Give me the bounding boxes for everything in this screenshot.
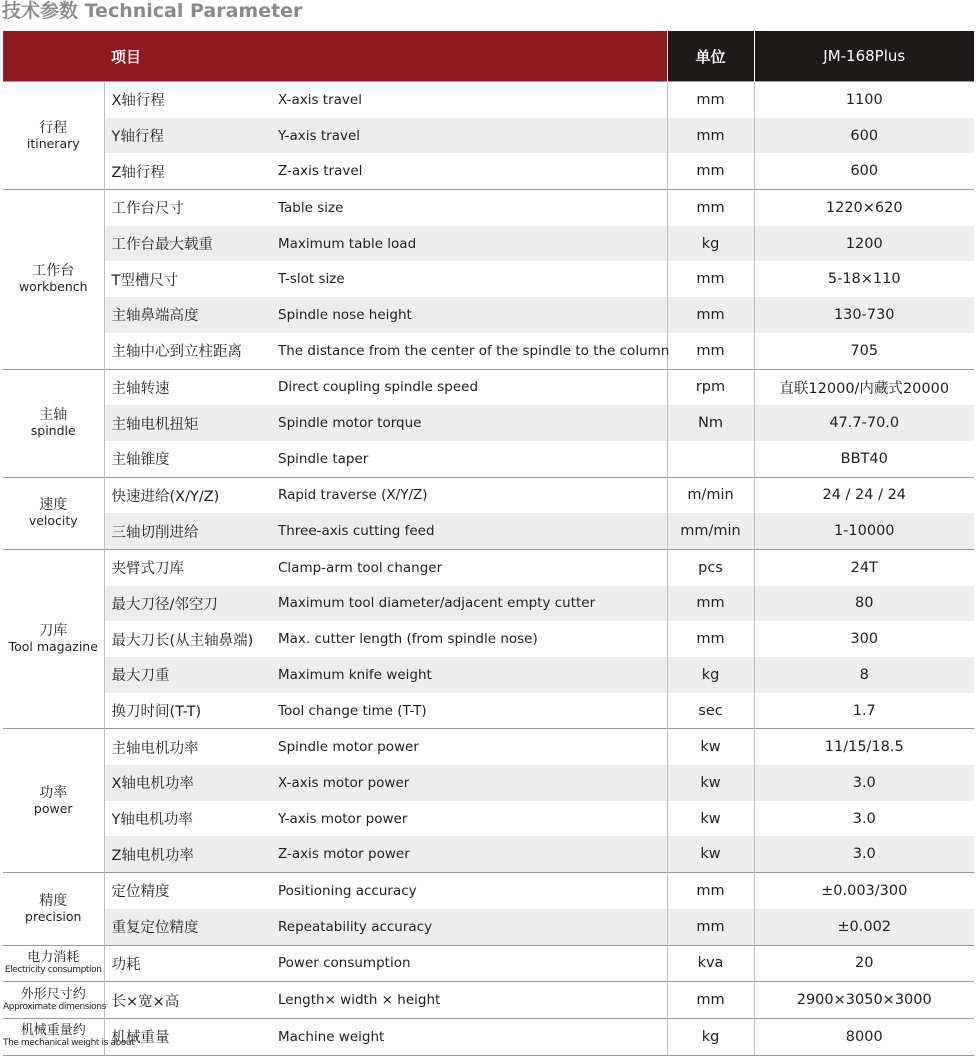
- value-cell: 1.7: [754, 693, 974, 729]
- value-cell: 80: [754, 586, 974, 622]
- group-label-en: The mechanical weight is about: [3, 1038, 135, 1049]
- table-row: [3, 153, 974, 189]
- item-name-cn: Z轴行程: [111, 164, 165, 181]
- item-name-en: Rapid traverse (X/Y/Z): [278, 477, 667, 513]
- item-name-en: Power consumption: [278, 945, 667, 982]
- unit-cell: mm: [667, 873, 754, 909]
- item-name-en: Spindle motor power: [278, 729, 667, 765]
- item-name-cn: 主轴中心到立柱距离: [111, 344, 242, 361]
- group-label-en: Approximate dimensions: [3, 1001, 106, 1012]
- table-row: [3, 586, 974, 622]
- item-name-en: Z-axis travel: [278, 163, 363, 180]
- table-row: [3, 82, 974, 118]
- item-name-en: Y-axis motor power: [278, 810, 408, 827]
- item-name-en: Maximum table load: [278, 226, 667, 262]
- spec-body: [3, 82, 974, 1056]
- item-name-en: Machine weight: [278, 1018, 667, 1055]
- header-model: JM-168Plus: [754, 31, 974, 82]
- item-name-cn: X轴电机功率: [104, 765, 278, 801]
- value-cell: 47.7-70.0: [754, 405, 974, 441]
- group-label-en: power: [33, 800, 73, 816]
- unit-cell: mm: [667, 982, 754, 1019]
- value-cell: 3.0: [754, 801, 974, 837]
- group-label-en: velocity: [28, 513, 78, 529]
- group-label: [3, 477, 104, 549]
- item-name-cn: Z轴电机功率: [104, 836, 278, 872]
- value-cell: 705: [754, 333, 974, 369]
- group-label-en: spindle: [30, 423, 76, 439]
- table-row: [3, 513, 974, 549]
- unit-cell: mm: [667, 261, 754, 297]
- group-label-zh: 刀库: [39, 623, 68, 640]
- value-cell: 11/15/18.5: [754, 729, 974, 765]
- table-row: [3, 693, 974, 729]
- table-row: [3, 190, 974, 226]
- unit-cell: mm: [667, 82, 754, 118]
- item-name-en: Direct coupling spindle speed: [278, 369, 667, 405]
- item-name-cn: 最大刀重: [104, 657, 278, 693]
- table-header: [3, 31, 974, 82]
- unit-cell: [667, 441, 754, 477]
- group-label-en: Tool magazine: [8, 639, 98, 655]
- item-name-en: Positioning accuracy: [278, 873, 667, 909]
- table-row: [3, 657, 974, 693]
- item-name-cn: 三轴切削进给: [104, 513, 278, 549]
- item-name-cn: 夹臂式刀库: [104, 549, 278, 585]
- value-cell: 24 / 24 / 24: [754, 477, 974, 513]
- table-row: [3, 945, 974, 982]
- table-row: [3, 405, 974, 441]
- value-cell: 1200: [754, 226, 974, 262]
- table-row: [3, 873, 974, 909]
- value-cell: 1100: [754, 82, 974, 118]
- group-label: [3, 1018, 135, 1055]
- item-name-cn: 功耗: [104, 945, 278, 982]
- unit-cell: Nm: [667, 405, 754, 441]
- value-cell: 130-730: [754, 297, 974, 333]
- header-unit: 单位: [667, 31, 754, 82]
- item-name-en: Y-axis travel: [278, 118, 667, 154]
- group-label-zh: 功率: [39, 784, 68, 801]
- unit-cell: mm/min: [667, 513, 754, 549]
- group-label-zh: 外形尺寸约: [20, 986, 86, 1002]
- value-cell: 5-18×110: [754, 261, 974, 297]
- item-name-cn: 最大刀长(从主轴鼻端): [111, 632, 254, 649]
- group-label-zh: 电力消耗: [27, 949, 80, 965]
- group-label-en: precision: [25, 908, 82, 924]
- item-name-en: Clamp-arm tool changer: [278, 549, 667, 585]
- table-row: [3, 261, 974, 297]
- table-row: [3, 729, 974, 765]
- spec-table: [3, 31, 974, 1056]
- item-name-cn: 工作台最大载重: [104, 226, 278, 262]
- group-label: [3, 549, 104, 728]
- table-row: [3, 477, 974, 513]
- item-name-cn: Y轴行程: [104, 118, 278, 154]
- group-label-zh: 精度: [39, 892, 68, 909]
- group-label-zh: 主轴: [39, 407, 68, 424]
- table-row: [3, 621, 974, 657]
- item-name-en: Max. cutter length (from spindle nose): [278, 631, 538, 648]
- unit-cell: sec: [667, 693, 754, 729]
- group-label-en: itinerary: [26, 135, 80, 151]
- page-title: 技术参数 Technical Parameter: [2, 0, 303, 22]
- unit-cell: kg: [667, 657, 754, 693]
- table-row: [3, 441, 974, 477]
- item-name-cn: 主轴转速: [104, 369, 278, 405]
- item-name-cn: Y轴电机功率: [111, 812, 193, 829]
- value-cell: 直联12000/内藏式20000: [754, 369, 974, 405]
- table-row: [3, 982, 974, 1019]
- value-cell: 3.0: [754, 765, 974, 801]
- table-row: [3, 297, 974, 333]
- value-cell: 2900×3050×3000: [754, 982, 974, 1019]
- group-label-en: workbench: [18, 279, 88, 295]
- value-cell: ±0.003/300: [754, 873, 974, 909]
- item-name-en: X-axis travel: [278, 82, 667, 118]
- item-name-en: Spindle taper: [278, 450, 369, 467]
- value-cell: 8: [754, 657, 974, 693]
- table-row: [3, 836, 974, 872]
- unit-cell: kw: [667, 729, 754, 765]
- value-cell: BBT40: [754, 441, 974, 477]
- table-row: [3, 226, 974, 262]
- item-name-en: X-axis motor power: [278, 765, 667, 801]
- item-name-en: Repeatability accuracy: [278, 909, 667, 945]
- value-cell: 600: [754, 118, 974, 154]
- unit-cell: mm: [667, 297, 754, 333]
- group-label: [3, 729, 104, 873]
- item-name-cn: 换刀时间(T-T): [111, 704, 202, 721]
- item-name-en: Table size: [278, 190, 667, 226]
- group-label: [3, 982, 104, 1019]
- value-cell: 1220×620: [754, 190, 974, 226]
- table-row: [3, 801, 974, 837]
- unit-cell: mm: [667, 333, 754, 369]
- item-name-en: Maximum knife weight: [278, 657, 667, 693]
- item-name-cn: X轴行程: [104, 82, 278, 118]
- value-cell: 24T: [754, 549, 974, 585]
- value-cell: 300: [754, 621, 974, 657]
- item-name-en: Spindle nose height: [278, 297, 667, 333]
- item-name-cn: 主轴锥度: [111, 452, 170, 469]
- group-label: [3, 945, 104, 982]
- unit-cell: mm: [667, 190, 754, 226]
- unit-cell: kw: [667, 801, 754, 837]
- table-row: [3, 1018, 974, 1055]
- item-name-cn: 快速进给(X/Y/Z): [104, 477, 278, 513]
- table-row: [3, 909, 974, 945]
- value-cell: ±0.002: [754, 909, 974, 945]
- group-label-zh: 机械重量约: [20, 1023, 86, 1039]
- unit-cell: kva: [667, 945, 754, 982]
- unit-cell: m/min: [667, 477, 754, 513]
- header-item: 项目: [3, 31, 667, 82]
- table-row: [3, 369, 974, 405]
- value-cell: 1-10000: [754, 513, 974, 549]
- unit-cell: kg: [667, 1018, 754, 1055]
- unit-cell: mm: [667, 586, 754, 622]
- group-label: [3, 190, 104, 369]
- unit-cell: mm: [667, 621, 754, 657]
- table-row: [3, 549, 974, 585]
- item-name-en: Length× width × height: [278, 982, 667, 1019]
- value-cell: 8000: [754, 1018, 974, 1055]
- group-label-en: Electricity consumption: [4, 964, 102, 975]
- item-name-en: Three-axis cutting feed: [278, 513, 667, 549]
- item-name-cn: 重复定位精度: [104, 909, 278, 945]
- unit-cell: kw: [667, 765, 754, 801]
- group-label-zh: 工作台: [32, 263, 75, 280]
- unit-cell: mm: [667, 153, 754, 189]
- item-name-cn: 主轴电机扭矩: [104, 405, 278, 441]
- table-row: [3, 765, 974, 801]
- group-label-zh: 行程: [39, 119, 68, 136]
- group-label: [3, 369, 104, 477]
- item-name-cn: 长×宽×高: [104, 982, 278, 1019]
- item-name-en: T-slot size: [278, 271, 345, 288]
- value-cell: 20: [754, 945, 974, 982]
- item-name-en: Maximum tool diameter/adjacent empty cutter: [278, 586, 667, 622]
- table-row: [3, 333, 974, 369]
- item-name-en: Spindle motor torque: [278, 405, 667, 441]
- unit-cell: mm: [667, 909, 754, 945]
- unit-cell: kg: [667, 226, 754, 262]
- item-name-cn: 主轴电机功率: [104, 729, 278, 765]
- group-label-zh: 速度: [39, 497, 68, 514]
- item-name-cn: 定位精度: [104, 873, 278, 909]
- unit-cell: rpm: [667, 369, 754, 405]
- value-cell: 3.0: [754, 836, 974, 872]
- group-label: [3, 82, 104, 190]
- unit-cell: pcs: [667, 549, 754, 585]
- table-row: [3, 118, 974, 154]
- item-name-cn: 工作台尺寸: [104, 190, 278, 226]
- item-name-cn: 机械重量: [104, 1018, 278, 1055]
- item-name-cn: 最大刀径/邻空刀: [104, 586, 278, 622]
- value-cell: 600: [754, 153, 974, 189]
- item-name-cn: 主轴鼻端高度: [104, 297, 278, 333]
- item-name-en: The distance from the center of the spindle to the column: [278, 342, 670, 359]
- unit-cell: kw: [667, 836, 754, 872]
- unit-cell: mm: [667, 118, 754, 154]
- item-name-cn: T型槽尺寸: [111, 272, 179, 289]
- group-label: [3, 873, 104, 945]
- item-name-en: Z-axis motor power: [278, 836, 667, 872]
- item-name-en: Tool change time (T-T): [278, 702, 427, 719]
